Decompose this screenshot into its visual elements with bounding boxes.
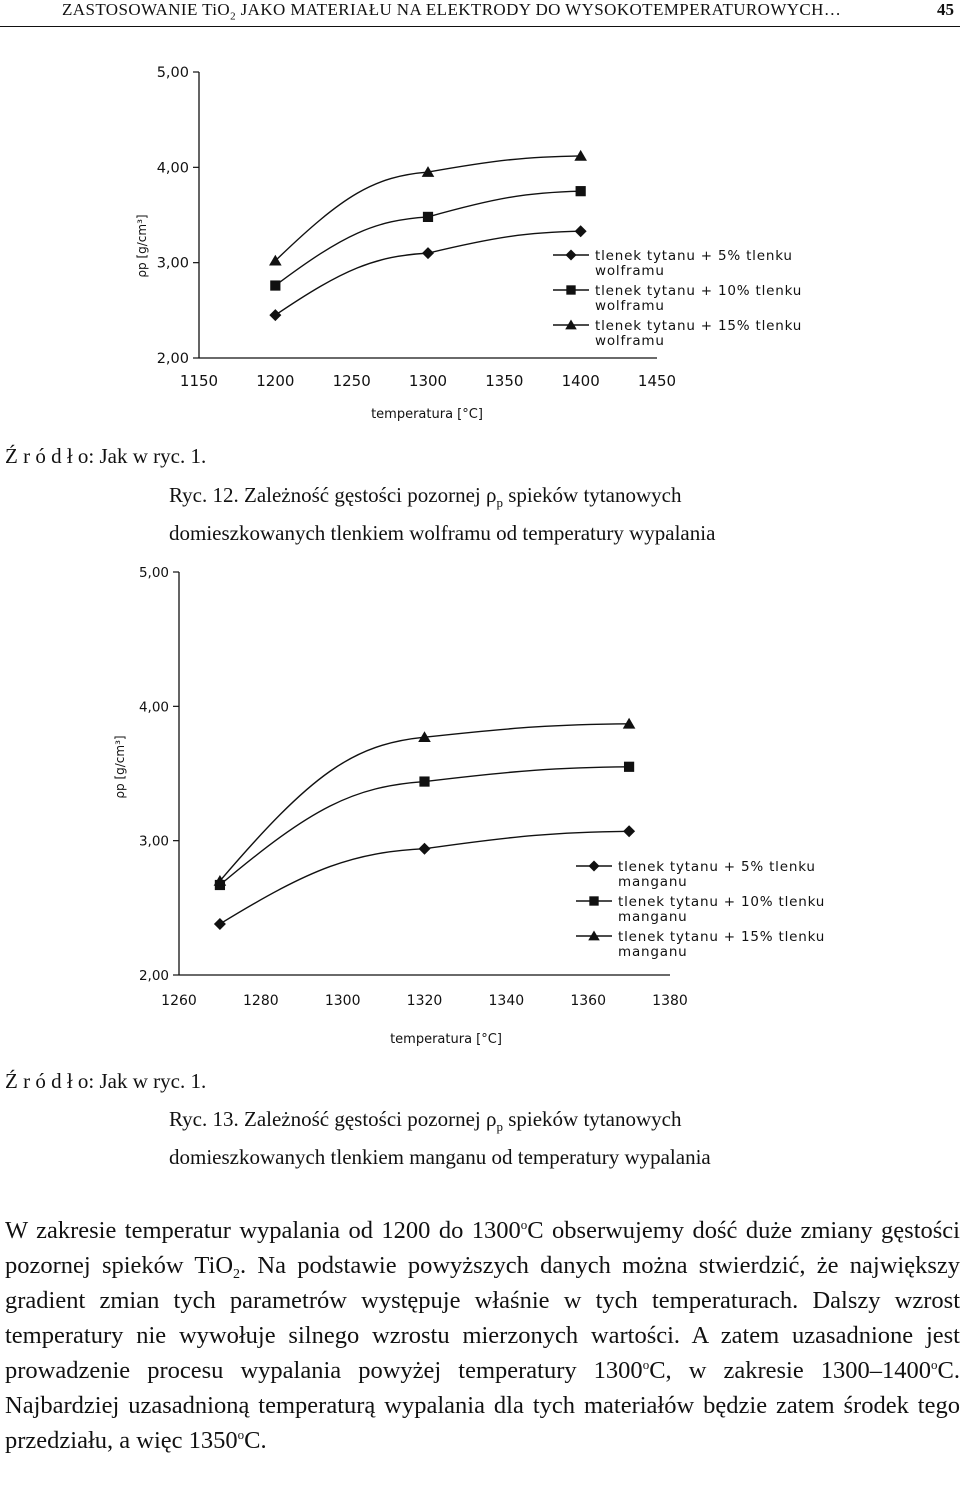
running-title (62, 0, 841, 22)
legend-marker-1 (589, 861, 600, 872)
legend-marker-2 (566, 285, 575, 294)
legend-label-3: tlenek tytanu + 15% tlenku (595, 318, 803, 334)
figure12-source: Ź r ó d ł o: Jak w ryc. 1. (5, 444, 207, 468)
data-point-series-2 (270, 280, 280, 290)
x-tick-label: 1340 (488, 993, 525, 1009)
data-point-series-1 (269, 309, 281, 321)
x-tick-label: 1200 (256, 372, 295, 390)
data-point-series-1 (575, 225, 587, 237)
data-point-series-2 (419, 776, 429, 786)
x-tick-label: 1280 (243, 993, 279, 1009)
data-point-series-1 (214, 918, 226, 930)
body-text-5: C. Najbardziej uzasadnioną temperaturą wypalania dla tych materiałów będzie zatem środek tego przedziału, a więc 1350 (5, 1357, 960, 1454)
x-tick-label: 1400 (561, 372, 600, 390)
data-point-series-1 (422, 247, 434, 259)
running-title-part2: JAKO MATERIAŁU NA ELEKTRODY DO WYSOKOTEMPERATUROWYCH… (236, 0, 842, 19)
x-tick-label: 1350 (485, 372, 524, 390)
chart-manganu-legend (576, 859, 825, 960)
y-tick-label: 4,00 (138, 699, 169, 716)
figure12-caption-prefix: Ryc. 12. Zależność gęstości pozornej ρ (169, 483, 497, 507)
legend-marker-1 (566, 250, 577, 261)
series-line-2 (275, 191, 580, 285)
chart-wolframu-ylabel: ρp [g/cm³] (135, 214, 149, 278)
body-text-2: C obserwujemy dość duże zmiany gęstości pozornej spieków TiO (5, 1217, 960, 1279)
chart-manganu (0, 555, 960, 1055)
x-tick-label: 1320 (406, 993, 443, 1009)
data-point-series-2 (624, 762, 634, 772)
y-tick-label: 4,00 (156, 160, 189, 177)
figure12-caption (169, 480, 715, 548)
legend-label-2: tlenek tytanu + 10% tlenku (618, 894, 826, 910)
y-tick-label: 3,00 (156, 255, 189, 272)
header-divider (0, 26, 960, 27)
x-tick-label: 1250 (332, 372, 371, 390)
x-tick-label: 1260 (161, 993, 197, 1009)
chart-wolframu (0, 30, 960, 460)
x-tick-label: 1360 (570, 993, 606, 1009)
figure12-caption-line2: domieszkowanych tlenkiem wolframu od temperatury wypalania (169, 521, 716, 546)
series-line-3 (220, 724, 629, 881)
body-paragraph (5, 1213, 960, 1458)
y-tick-label: 5,00 (156, 65, 189, 81)
figure12-caption-suffix: spieków tytanowych (502, 483, 682, 507)
legend-label-1: tlenek tytanu + 5% tlenku (595, 248, 793, 264)
chart-manganu-marks (214, 718, 636, 930)
legend-label-2: tlenek tytanu + 10% tlenku (595, 283, 803, 299)
y-tick-label: 5,00 (138, 565, 169, 581)
legend-label-2-cont: wolframu (595, 298, 665, 314)
chart-manganu-ticks (139, 565, 688, 1009)
degree-sup-4: o (237, 1427, 245, 1442)
figure13-source: Ź r ó d ł o: Jak w ryc. 1. (5, 1069, 207, 1093)
y-tick-label: 2,00 (138, 968, 169, 984)
body-text-3: . Na podstawie powyższych danych można stwierdzić, że największy gradient zmian tych parametrów występuje właśnie w tych temperaturach. Dalszy wzrost temperatury nie wywołuje silnego wzrostu mierzonych wartości. A zatem uzasadnione jest prowadzenie procesu wypalania powyżej temperatury 1300 (5, 1252, 960, 1384)
page-number: 45 (937, 0, 954, 19)
x-tick-label: 1450 (637, 372, 677, 390)
figure12-caption-subscript: p (496, 495, 503, 511)
figure13-caption-prefix: Ryc. 13. Zależność gęstości pozornej ρ (169, 1107, 497, 1131)
legend-label-1-cont: wolframu (595, 263, 665, 279)
degree-sup-2: o (642, 1357, 650, 1372)
page-header (0, 0, 960, 26)
data-point-series-2 (576, 186, 586, 196)
running-title-part1: ZASTOSOWANIE TiO (62, 0, 231, 19)
tio2-subscript: 2 (233, 1267, 241, 1282)
legend-label-1: tlenek tytanu + 5% tlenku (618, 859, 816, 875)
running-title-subscript: 2 (230, 10, 236, 23)
data-point-series-2 (423, 212, 433, 222)
figure13-caption (169, 1104, 711, 1172)
legend-label-3: tlenek tytanu + 15% tlenku (618, 929, 826, 945)
chart-manganu-xlabel: temperatura [°C] (390, 1032, 502, 1047)
body-text-1: W zakresie temperatur wypalania od 1200 do 1300 (5, 1217, 521, 1244)
x-tick-label: 1150 (179, 372, 219, 390)
x-tick-label: 1300 (408, 372, 448, 390)
legend-label-1-cont: manganu (618, 874, 688, 890)
x-tick-label: 1300 (324, 993, 361, 1009)
chart-manganu-ylabel: ρp [g/cm³] (113, 735, 127, 799)
chart-wolframu-marks (269, 150, 587, 321)
legend-label-3-cont: wolframu (595, 333, 665, 349)
chart-manganu-axes (179, 572, 670, 975)
legend-marker-2 (589, 896, 598, 905)
figure13-caption-line2: domieszkowanych tlenkiem manganu od temperatury wypalania (169, 1145, 711, 1170)
y-tick-label: 2,00 (156, 351, 189, 367)
legend-label-3-cont: manganu (618, 944, 688, 960)
chart-wolframu-legend (553, 248, 802, 349)
chart-wolframu-xlabel: temperatura [°C] (371, 407, 483, 422)
x-tick-label: 1380 (652, 993, 688, 1009)
data-point-series-1 (419, 843, 431, 855)
body-text-6: C. (244, 1427, 267, 1454)
y-tick-label: 3,00 (138, 833, 169, 850)
series-line-1 (275, 231, 580, 315)
legend-label-2-cont: manganu (618, 909, 688, 925)
figure13-caption-subscript: p (496, 1119, 503, 1135)
degree-sup-1: o (520, 1217, 528, 1232)
degree-sup-3: o (931, 1357, 938, 1372)
body-text-4: C, w zakresie 1300–1400 (649, 1357, 932, 1384)
figure13-caption-suffix: spieków tytanowych (502, 1107, 682, 1131)
data-point-series-1 (623, 825, 635, 837)
